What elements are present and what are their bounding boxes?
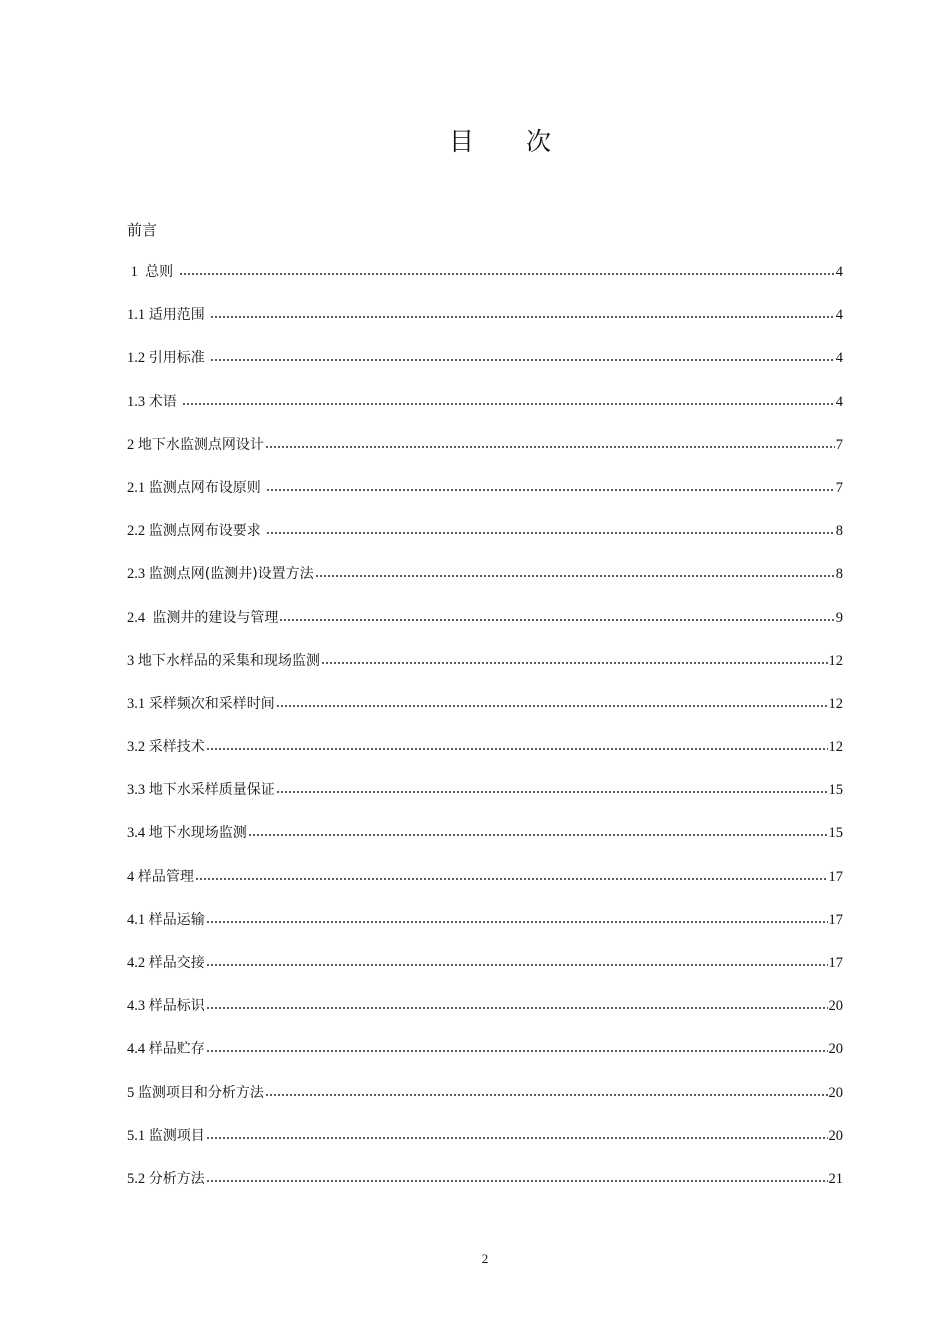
toc-dot-leader (182, 392, 835, 406)
toc-entry (127, 435, 843, 478)
toc-entry (127, 953, 843, 996)
toc-entry (127, 1169, 843, 1212)
toc-entry-page: 8 (835, 566, 843, 583)
toc-dot-leader (210, 348, 835, 362)
toc-preface-entry: 前言 (127, 221, 158, 239)
toc-entry-title: 引用标准 (148, 350, 210, 367)
toc-dot-leader (206, 737, 828, 751)
toc-entry (127, 996, 843, 1039)
toc-entry-number: 4.4 (127, 1041, 149, 1058)
toc-entry (127, 694, 843, 737)
toc-dot-leader (315, 564, 835, 578)
toc-entry-title: 分析方法 (148, 1170, 205, 1187)
toc-dot-leader (276, 780, 828, 794)
toc-entry-number: 3.4 (127, 825, 149, 842)
toc-entry-page: 20 (828, 1041, 843, 1058)
toc-dot-leader (266, 521, 835, 535)
toc-entry-number: 5.2 (127, 1170, 149, 1187)
toc-entry-page: 17 (828, 911, 843, 928)
toc-entry-page: 15 (828, 782, 843, 799)
toc-entry-number: 3.3 (127, 782, 149, 799)
toc-entry-number: 1 (127, 264, 146, 280)
toc-entry-number: 3.2 (127, 739, 149, 756)
toc-entry-number: 4 (127, 868, 138, 885)
toc-entry-title: 适用范围 (148, 307, 210, 324)
toc-dot-leader (265, 1083, 828, 1097)
toc-entry-title: 总则 (145, 264, 178, 280)
toc-entry-title: 监测项目和分析方法 (137, 1084, 264, 1101)
toc-dot-leader (195, 867, 828, 881)
toc-entry (127, 478, 843, 521)
toc-dot-leader (206, 1126, 828, 1140)
toc-entry (127, 564, 843, 607)
toc-entry-page: 20 (828, 1127, 843, 1144)
toc-entry (127, 1126, 843, 1169)
toc-dot-leader (206, 910, 828, 924)
toc-dot-leader (179, 262, 835, 276)
toc-entry-page: 4 (835, 350, 843, 367)
toc-entry-number: 4.3 (127, 998, 149, 1015)
toc-entry (127, 1083, 843, 1126)
toc-entry-title: 样品标识 (148, 998, 205, 1015)
toc-entry-page: 4 (835, 307, 843, 324)
toc-entry-page: 20 (828, 1084, 843, 1101)
document-title: 目 次 (449, 127, 573, 156)
toc-entry (127, 737, 843, 780)
toc-entry-page: 4 (835, 264, 843, 280)
toc-entry-page: 12 (828, 739, 843, 756)
toc-entry-title: 样品运输 (148, 911, 205, 928)
toc-entry-title: 监测点网(监测井)设置方法 (148, 566, 314, 583)
toc-entry (127, 392, 843, 435)
toc-entry-title: 样品贮存 (148, 1041, 205, 1058)
toc-entry (127, 823, 843, 866)
toc-dot-leader (279, 608, 834, 622)
toc-entry-number: 4.1 (127, 911, 149, 928)
toc-entry (127, 910, 843, 953)
toc-entry-number: 3.1 (127, 695, 149, 712)
toc-entry-number: 2.1 (127, 479, 149, 496)
toc-entry-page: 7 (835, 436, 843, 453)
toc-entry-page: 4 (835, 393, 843, 410)
toc-entry-title: 术语 (148, 393, 182, 410)
toc-entry-page: 17 (828, 955, 843, 971)
toc-dot-leader (265, 435, 835, 449)
toc-entry-title: 监测点网布设要求 (148, 523, 266, 540)
toc-entry-number: 1.3 (127, 393, 149, 410)
toc-entry (127, 1039, 843, 1082)
toc-dot-leader (248, 823, 828, 837)
toc-entry-number: 2.3 (127, 566, 149, 583)
toc-dot-leader (206, 1169, 828, 1183)
toc-entry-title: 地下水样品的采集和现场监测 (137, 652, 320, 669)
toc-entry-number: 1.2 (127, 350, 149, 367)
toc-entry-page: 21 (828, 1170, 843, 1187)
toc-entry-title: 监测点网布设原则 (148, 479, 266, 496)
toc-entry-page: 17 (828, 868, 843, 885)
toc-entry-number: 2.2 (127, 523, 149, 540)
toc-entry-page: 12 (828, 695, 843, 712)
toc-entry-number: 3 (127, 652, 138, 669)
toc-entry-title: 监测项目 (148, 1127, 205, 1144)
toc-entry-page: 8 (835, 523, 843, 540)
toc-entry (127, 305, 843, 348)
toc-entry-title: 样品交接 (148, 955, 205, 971)
toc-dot-leader (206, 996, 828, 1010)
toc-dot-leader (206, 1039, 828, 1053)
toc-dot-leader (266, 478, 835, 492)
toc-dot-leader (321, 651, 828, 665)
toc-entry-number: 2.4 (127, 609, 153, 626)
toc-entry-page: 7 (835, 479, 843, 496)
toc-entry (127, 521, 843, 564)
toc-entry-page: 12 (828, 652, 843, 669)
toc-entry (127, 651, 843, 694)
toc-entry (127, 867, 843, 910)
toc-dot-leader (210, 305, 835, 319)
toc-entry-number: 2 (127, 436, 138, 453)
page-number: 2 (481, 1251, 489, 1266)
toc-entry-number: 1.1 (127, 307, 149, 324)
toc-entry-title: 地下水现场监测 (148, 825, 247, 842)
toc-entry-number: 5 (127, 1084, 138, 1101)
toc-entry-title: 监测井的建设与管理 (152, 609, 279, 626)
table-of-contents (127, 262, 843, 1212)
toc-entry (127, 608, 843, 651)
toc-entry-title: 样品管理 (137, 868, 194, 885)
toc-entry-page: 15 (828, 825, 843, 842)
toc-entry-title: 地下水监测点网设计 (137, 436, 264, 453)
toc-entry (127, 780, 843, 823)
toc-entry-title: 采样技术 (148, 739, 205, 756)
toc-entry-title: 采样频次和采样时间 (148, 695, 275, 712)
toc-entry (127, 348, 843, 391)
toc-entry (127, 262, 843, 305)
toc-dot-leader (276, 694, 828, 708)
toc-entry-page: 20 (828, 998, 843, 1015)
toc-entry-number: 5.1 (127, 1127, 149, 1144)
toc-entry-number: 4.2 (127, 955, 149, 971)
toc-entry-title: 地下水采样质量保证 (148, 782, 275, 799)
toc-dot-leader (206, 953, 828, 967)
toc-entry-page: 9 (835, 609, 843, 626)
